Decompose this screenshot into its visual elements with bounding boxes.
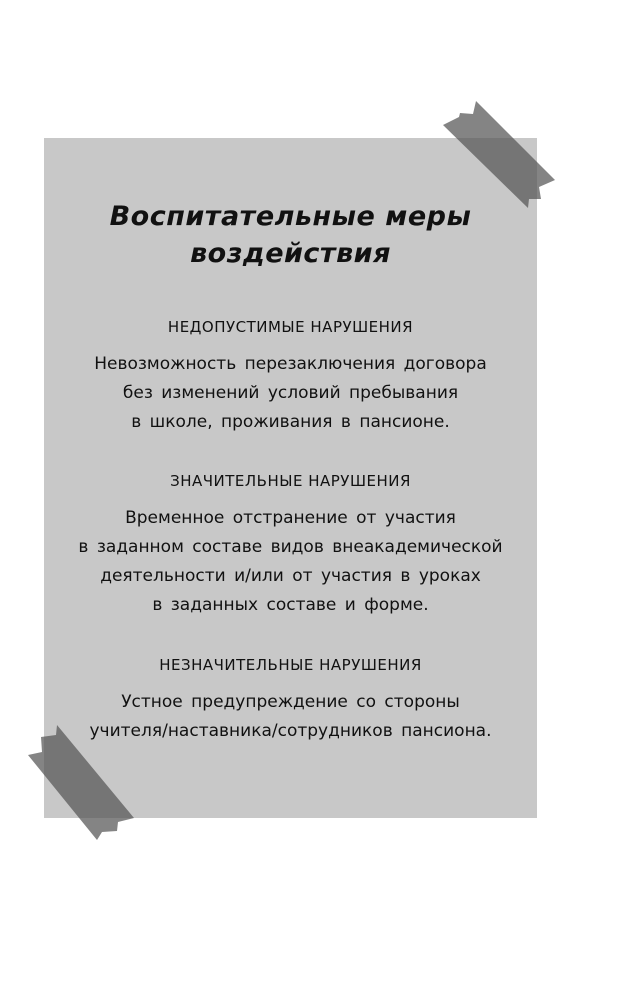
title-line: Воспитательные меры bbox=[109, 201, 472, 232]
section-unacceptable bbox=[44, 318, 537, 437]
tape-top-right bbox=[443, 101, 555, 208]
section-significant bbox=[44, 472, 537, 620]
section-line: Устное предупреждение со стороны bbox=[121, 692, 460, 712]
section-heading: ЗНАЧИТЕЛЬНЫЕ НАРУШЕНИЯ bbox=[170, 472, 411, 490]
title-line: воздействия bbox=[190, 238, 391, 269]
section-line: Временное отстранение от участия bbox=[125, 508, 456, 528]
section-line: без изменений условий пребывания bbox=[122, 383, 459, 403]
section-line: в заданном составе видов внеакадемической bbox=[78, 537, 503, 557]
page-title bbox=[44, 198, 537, 272]
section-line: учителя/наставника/сотрудников пансиона. bbox=[89, 721, 492, 741]
section-line: в школе, проживания в пансионе. bbox=[131, 412, 450, 432]
section-line: в заданных составе и форме. bbox=[152, 595, 429, 615]
section-minor bbox=[44, 656, 537, 746]
section-line: Невозможность перезаключения договора bbox=[94, 354, 487, 374]
section-heading: НЕДОПУСТИМЫЕ НАРУШЕНИЯ bbox=[167, 318, 414, 336]
section-heading: НЕЗНАЧИТЕЛЬНЫЕ НАРУШЕНИЯ bbox=[159, 656, 422, 674]
section-line: деятельности и/или от участия в уроках bbox=[100, 566, 481, 586]
